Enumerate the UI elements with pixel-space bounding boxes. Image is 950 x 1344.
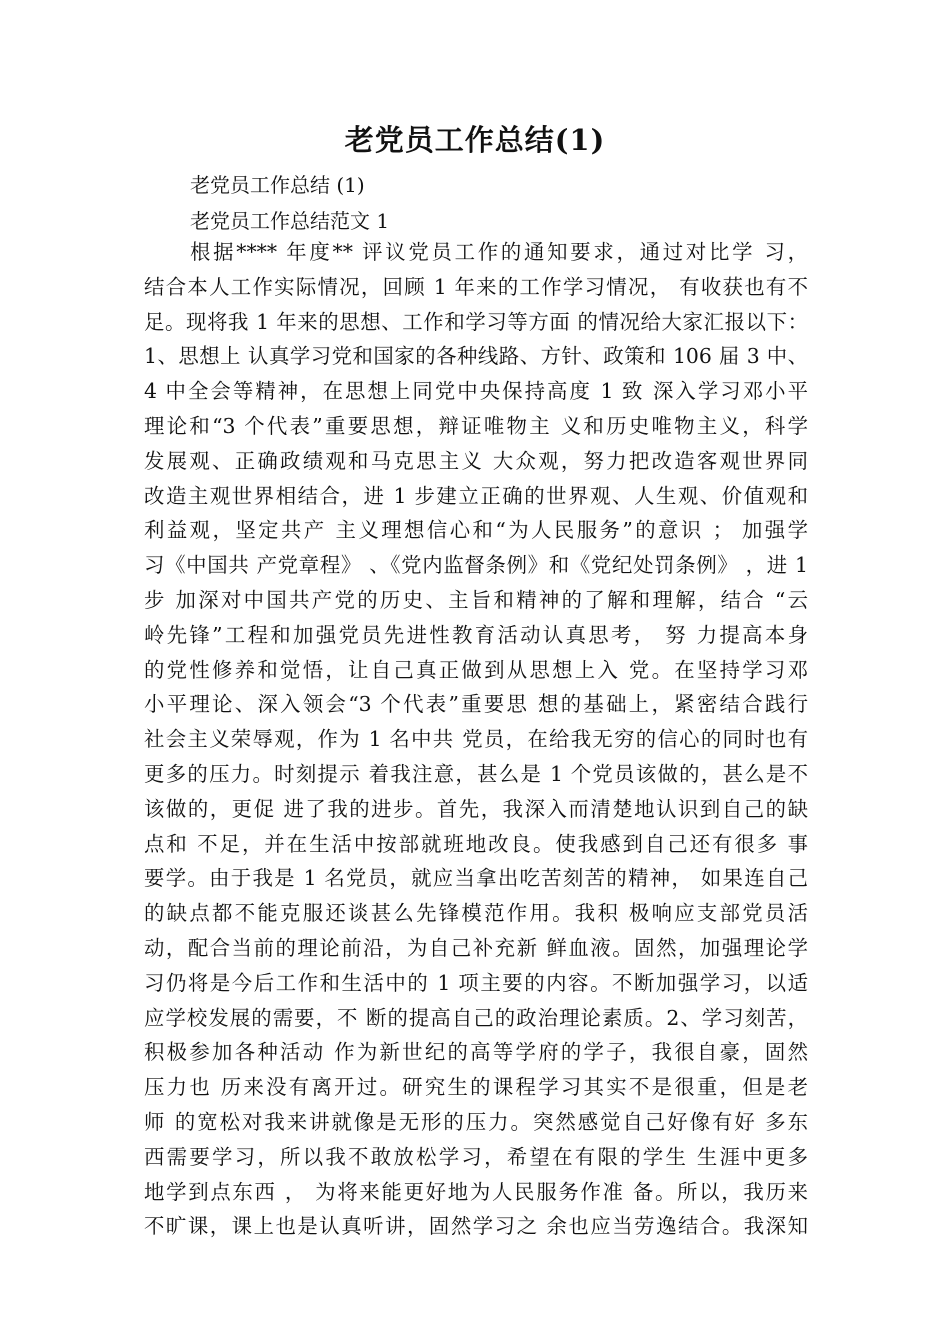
- body-line: 岭先锋”工程和加强党员先进性教育活动认真思考， 努 力提高本身: [144, 622, 808, 647]
- document-title: 老党员工作总结(1): [344, 123, 606, 157]
- body-line: 步 加深对中国共产党的历史、主旨和精神的了解和理解，结合 “云: [144, 587, 808, 612]
- body-line: 社会主义荣辱观，作为 1 名中共 党员，在给我无穷的信心的同时也有: [144, 727, 808, 752]
- body-line: 动，配合当前的理论前沿，为自己补充新 鲜血液。固然，加强理论学: [144, 935, 808, 960]
- body-line: 足。现将我 1 年来的思想、工作和学习等方面 的情况给大家汇报以下：: [144, 309, 808, 334]
- body-line: 西需要学习，所以我不敢放松学习，希望在有限的学生 生涯中更多: [144, 1144, 808, 1169]
- document-heading: 老党员工作总结范文 1: [190, 209, 390, 233]
- body-line: 的党性修养和觉悟，让自己真正做到从思想上入 党。在坚持学习邓: [144, 657, 808, 682]
- body-line: 小平理论、深入领会“3 个代表”重要思 想的基础上，紧密结合践行: [144, 692, 808, 717]
- body-line: 应学校发展的需要，不 断的提高自己的政治理论素质。2、学习刻苦，: [144, 1005, 808, 1030]
- body-line: 的缺点都不能克服还谈甚么先锋模范作用。我积 极响应支部党员活: [144, 901, 808, 926]
- body-line: 习仍将是今后工作和生活中的 1 项主要的内容。不断加强学习，以适: [144, 970, 808, 995]
- body-line: 4 中全会等精神，在思想上同党中央保持高度 1 致 深入学习邓小平: [144, 379, 808, 404]
- body-line: 点和 不足，并在生活中按部就班地改良。使我感到自己还有很多 事: [144, 831, 808, 856]
- body-line: 理论和“3 个代表”重要思想，辩证唯物主 义和历史唯物主义，科学: [144, 413, 808, 438]
- body-line: 结合本人工作实际情况，回顾 1 年来的工作学习情况， 有收获也有不: [144, 274, 808, 299]
- body-line: 压力也 历来没有离开过。研究生的课程学习其实不是很重，但是老: [144, 1075, 808, 1100]
- body-line: 更多的压力。时刻提示 着我注意，甚么是 1 个党员该做的，甚么是不: [144, 761, 808, 786]
- body-line: 发展观、正确政绩观和马克思主义 大众观，努力把改造客观世界同: [144, 448, 808, 473]
- body-line: 该做的，更促 进了我的进步。首先，我深入而清楚地认识到自己的缺: [144, 796, 808, 821]
- body-line: 根据**** 年度** 评议党员工作的通知要求，通过对比学 习，: [190, 240, 808, 264]
- body-line: 1、思想上 认真学习党和国家的各种线路、方针、政策和 106 届 3 中、: [144, 344, 808, 369]
- body-line: 不旷课，课上也是认真听讲，固然学习之 余也应当劳逸结合。我深知: [144, 1214, 808, 1239]
- body-line: 地学到点东西 ， 为将来能更好地为人民服务作准 备。所以，我历来: [144, 1179, 808, 1204]
- body-line: 习《中国共 产党章程》 、《党内监督条例》和《党纪处罚条例》 ，进 1: [144, 553, 808, 578]
- body-text: [144, 235, 808, 1244]
- body-line: 师 的宽松对我来讲就像是无形的压力。突然感觉自己好像有好 多东: [144, 1109, 808, 1134]
- body-line: 积极参加各种活动 作为新世纪的高等学府的学子，我很自豪，固然: [144, 1040, 808, 1065]
- body-line: 改造主观世界相结合，进 1 步建立正确的世界观、人生观、价值观和: [144, 483, 808, 508]
- body-line: 利益观，坚定共产 主义理想信心和“为人民服务”的意识 ； 加强学: [144, 518, 808, 543]
- document-subtitle: 老党员工作总结 (1): [190, 173, 365, 197]
- body-line: 要学。由于我是 1 名党员，就应当拿出吃苦刻苦的精神， 如果连自己: [144, 866, 808, 891]
